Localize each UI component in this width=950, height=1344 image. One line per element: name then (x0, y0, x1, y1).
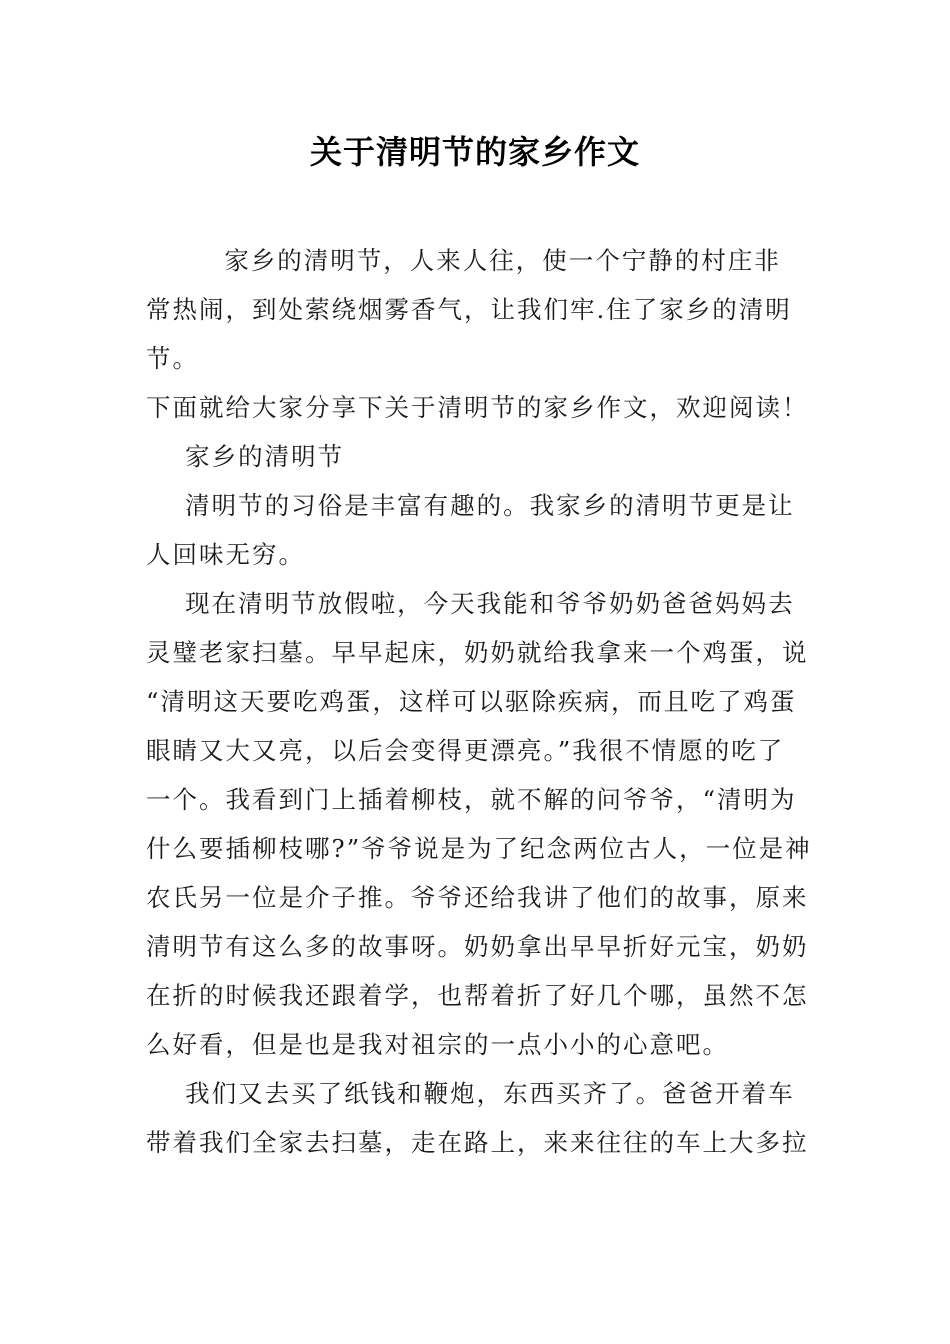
article-line: 我们又去买了纸钱和鞭炮，东西买齐了。爸爸开着车 (146, 1079, 795, 1108)
article-line: 清明节有这么多的故事呀。奶奶拿出早早折好元宝，奶奶 (146, 932, 809, 961)
article-line: 么好看，但是也是我对祖宗的一点小小的心意吧。 (146, 1030, 729, 1059)
article-line: 什么要插柳枝哪?”爷爷说是为了纪念两位古人，一位是神 (146, 834, 812, 863)
article-line: 人回味无穷。 (146, 540, 305, 569)
intro-line: 家乡的清明节，人来人往，使一个宁静的村庄非 (146, 246, 781, 275)
article-line: 农氏另一位是介子推。爷爷还给我讲了他们的故事，原来 (146, 883, 809, 912)
article-line: 灵璧老家扫墓。早早起床，奶奶就给我拿来一个鸡蛋，说 (146, 638, 809, 667)
article-line: 眼睛又大又亮，以后会变得更漂亮。”我很不情愿的吃了 (146, 736, 785, 765)
intro-line: 常热闹，到处萦绕烟雾香气，让我们牢.住了家乡的清明节。 (146, 295, 792, 373)
article-line: 清明节的习俗是丰富有趣的。我家乡的清明节更是让 (146, 491, 795, 520)
article-line: 一个。我看到门上插着柳枝，就不解的问爷爷，“清明为 (146, 785, 797, 814)
intro-line: 下面就给大家分享下关于清明节的家乡作文，欢迎阅读！ (146, 393, 809, 422)
article-line: “清明这天要吃鸡蛋，这样可以驱除疾病，而且吃了鸡蛋 (146, 687, 797, 716)
article-body (146, 432, 818, 1167)
intro-paragraph (146, 236, 818, 432)
section-heading: 家乡的清明节 (146, 442, 345, 471)
article-line: 现在清明节放假啦，今天我能和爷爷奶奶爸爸妈妈去 (146, 589, 795, 618)
article-line: 在折的时候我还跟着学，也帮着折了好几个哪，虽然不怎 (146, 981, 809, 1010)
article-line: 带着我们全家去扫墓，走在路上，来来往往的车上大多拉 (146, 1128, 809, 1157)
document-title: 关于清明节的家乡作文 (309, 133, 640, 171)
